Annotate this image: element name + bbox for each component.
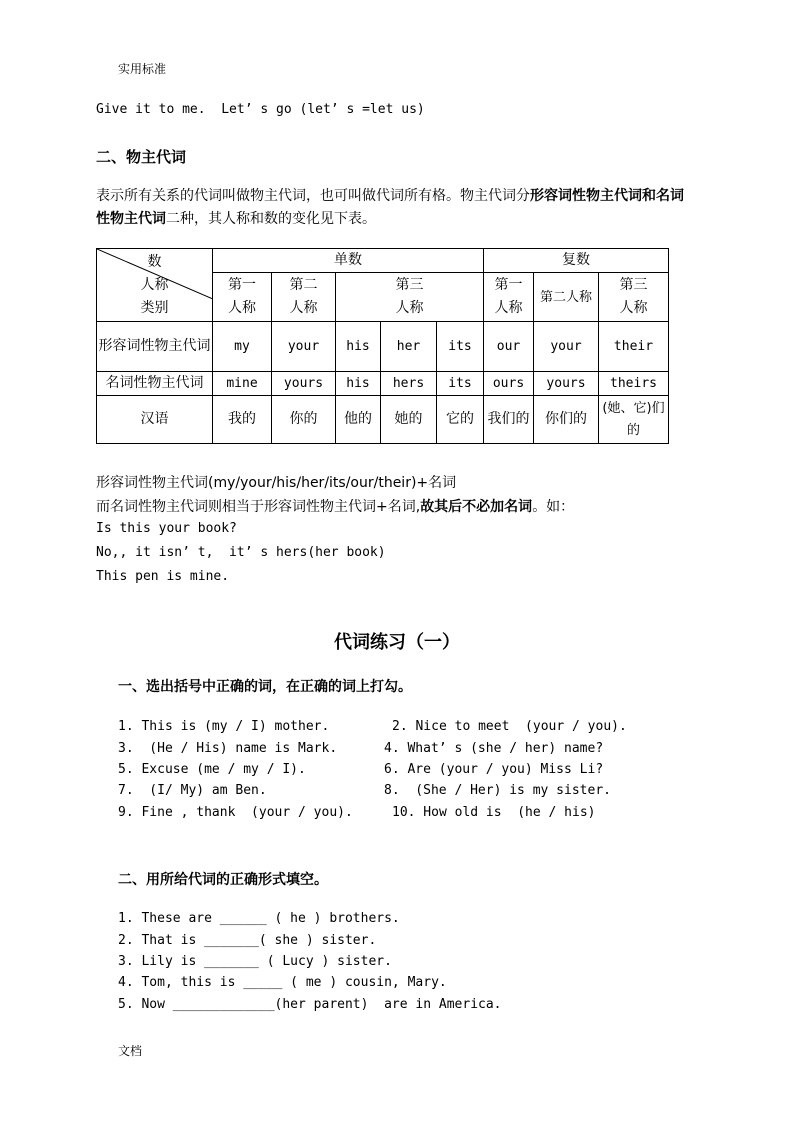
table-cell: 她的 (381, 396, 437, 444)
table-cell: ours (484, 372, 534, 396)
table-cell: their (599, 322, 669, 372)
table-cell: its (437, 372, 484, 396)
part2-item: 4. Tom, this is _____ ( me ) cousin, Mary. (118, 975, 447, 990)
corner-number: 数 (147, 253, 162, 270)
part2-item: 5. Now _____________(her parent) are in America. (118, 997, 502, 1012)
example-2: No,, it isn’ t, it’ s hers(her book) (96, 545, 386, 560)
header-second-person: 第二人称 (272, 273, 336, 322)
exercise-title: 代词练习（一） (334, 632, 460, 653)
possessive-pronoun-table (96, 248, 669, 444)
example-1: Is this your book? (96, 521, 237, 536)
para-text-bold: 形容词性物主代词和名词性物主代词 (96, 188, 684, 227)
row-label-noun: 名词性物主代词 (97, 372, 213, 396)
table-cell: 你的 (272, 396, 336, 444)
header-plural: 复数 (484, 249, 669, 273)
part1-item: 7. (I/ My) am Ben. (118, 783, 267, 798)
part1-item: 6. Are (your / you) Miss Li? (384, 762, 604, 777)
table-cell: 我们的 (484, 396, 534, 444)
part1-item: 9. Fine , thank (your / you). (118, 805, 369, 820)
table-cell: yours (272, 372, 336, 396)
table-cell: his (336, 372, 381, 396)
corner-person: 人称 (140, 276, 169, 293)
section2-paragraph (96, 185, 696, 231)
part1-item: 5. Excuse (me / my / I). (118, 762, 306, 777)
part1-heading: 一、选出括号中正确的词，在正确的词上打勾。 (118, 679, 412, 695)
table-cell: 它的 (437, 396, 484, 444)
row-label-chinese: 汉语 (97, 396, 213, 444)
row-label-adjective: 形容词性物主代词 (97, 322, 213, 372)
table-cell: 我的 (213, 396, 272, 444)
part2-item: 3. Lily is _______ ( Lucy ) sister. (118, 954, 392, 969)
header-first-person: 第一人称 (213, 273, 272, 322)
header-singular: 单数 (213, 249, 484, 273)
table-corner-cell (97, 249, 213, 322)
table-cell: (她、它)们的 (599, 396, 669, 444)
table-cell: your (534, 322, 599, 372)
header-plural-first-person: 第一人称 (484, 273, 534, 322)
part2-item: 2. That is _______( she ) sister. (118, 933, 377, 948)
part1-item: 2. Nice to meet (your / you). (392, 719, 627, 734)
header-third-person: 第三人称 (336, 273, 484, 322)
table-cell: 他的 (336, 396, 381, 444)
part1-item: 8. (She / Her) is my sister. (384, 783, 611, 798)
section2-heading: 二、物主代词 (96, 148, 187, 166)
table-cell: mine (213, 372, 272, 396)
table-cell: 你们的 (534, 396, 599, 444)
table-cell: her (381, 322, 437, 372)
part2-item: 1. These are ______ ( he ) brothers. (118, 911, 400, 926)
para-text-c: 二种，其人称和数的变化见下表。 (166, 211, 376, 227)
table-cell: hers (381, 372, 437, 396)
note-adjective: 形容词性物主代词(my/your/his/her/its/our/their)+名词 (96, 475, 457, 491)
part1-item: 1. This is (my / I) mother. (118, 719, 330, 734)
corner-type: 类别 (140, 299, 169, 316)
part2-heading: 二、用所给代词的正确形式填空。 (118, 872, 328, 888)
intro-line: Give it to me. Let’ s go (let’ s =let us) (96, 102, 425, 117)
header-plural-second-person: 第二人称 (534, 273, 599, 322)
note-noun-text: 而名词性物主代词则相当于形容词性物主代词+名词, (96, 499, 421, 515)
page-footer: 文档 (118, 1044, 143, 1058)
table-cell: my (213, 322, 272, 372)
table-cell: theirs (599, 372, 669, 396)
page-header: 实用标准 (118, 62, 167, 76)
note-noun-bold: 故其后不必加名词 (420, 499, 533, 515)
table-cell: yours (534, 372, 599, 396)
table-cell: his (336, 322, 381, 372)
part1-item: 3. (He / His) name is Mark. (118, 741, 338, 756)
example-3: This pen is mine. (96, 569, 230, 584)
table-cell: your (272, 322, 336, 372)
note-noun-end: 。如： (532, 499, 575, 515)
table-cell: our (484, 322, 534, 372)
part1-item: 4. What’ s (she / her) name? (384, 741, 604, 756)
part1-item: 10. How old is (he / his) (392, 805, 596, 820)
para-text-a: 表示所有关系的代词叫做物主代词，也可叫做代词所有格。物主代词分 (96, 188, 530, 204)
table-cell: its (437, 322, 484, 372)
note-noun (96, 496, 574, 516)
header-plural-third-person: 第三人称 (599, 273, 669, 322)
